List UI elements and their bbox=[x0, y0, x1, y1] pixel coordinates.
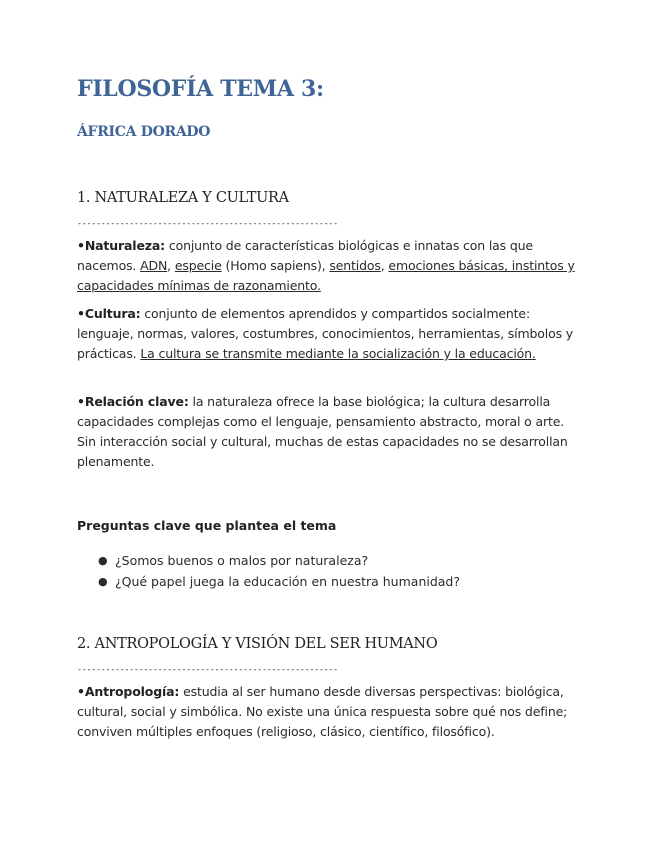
cultura-paragraph bbox=[77, 304, 580, 364]
naturaleza-text: conjunto de características biológicas e innatas con las que nacemos. bbox=[77, 238, 533, 273]
separator: , bbox=[380, 258, 389, 273]
relacion-paragraph bbox=[77, 392, 580, 472]
antropologia-label: •Antropología: bbox=[77, 684, 180, 699]
list-item bbox=[77, 571, 580, 592]
relacion-text: la naturaleza ofrece la base biológica; la cultura desarrolla capacidades complejas como el lenguaje, pensamiento abstracto, moral o arte. Sin interacción social y cultural, muchas de estas capacidades no se desarrollan plenamente. bbox=[77, 394, 568, 469]
bullet-icon: ● bbox=[98, 554, 108, 567]
naturaleza-label: •Naturaleza: bbox=[77, 238, 166, 253]
list-item bbox=[77, 550, 580, 571]
section-2-heading: 2. ANTROPOLOGÍA Y VISIÓN DEL SER HUMANO bbox=[77, 636, 438, 652]
cultura-underlined: La cultura se transmite mediante la socialización y la educación. bbox=[140, 346, 536, 361]
question-text: ¿Somos buenos o malos por naturaleza? bbox=[115, 553, 369, 568]
separator: , bbox=[167, 258, 175, 273]
questions-list bbox=[77, 550, 580, 592]
document-title: FILOSOFÍA TEMA 3: bbox=[77, 76, 324, 102]
antropologia-paragraph bbox=[77, 682, 580, 742]
section-1-divider: ------------------------------------------------------- bbox=[77, 218, 338, 228]
naturaleza-term-especie: especie bbox=[174, 258, 222, 273]
naturaleza-text-2: (Homo sapiens), bbox=[221, 258, 330, 273]
bullet-icon: ● bbox=[98, 575, 108, 588]
author-name: ÁFRICA DORADO bbox=[77, 124, 211, 140]
cultura-label: •Cultura: bbox=[77, 306, 141, 321]
naturaleza-term-sentidos: sentidos bbox=[329, 258, 381, 273]
relacion-label: •Relación clave: bbox=[77, 394, 189, 409]
section-2-divider: ------------------------------------------------------- bbox=[77, 664, 338, 674]
questions-heading: Preguntas clave que plantea el tema bbox=[77, 518, 337, 533]
naturaleza-term-emociones: emociones básicas, instintos y capacidades mínimas de razonamiento. bbox=[77, 258, 575, 293]
antropologia-text: estudia al ser humano desde diversas perspectivas: biológica, cultural, social y simbólica. No existe una única respuesta sobre qué nos define; conviven múltiples enfoques (religioso, clásico, científico, filosófico). bbox=[77, 684, 568, 739]
naturaleza-paragraph bbox=[77, 236, 580, 296]
question-text: ¿Qué papel juega la educación en nuestra humanidad? bbox=[115, 574, 461, 589]
naturaleza-term-adn: ADN bbox=[140, 258, 168, 273]
cultura-text: conjunto de elementos aprendidos y compartidos socialmente: lenguaje, normas, valores, costumbres, conocimientos, herramientas, símbolos y prácticas. bbox=[77, 306, 574, 361]
section-1-heading: 1. NATURALEZA Y CULTURA bbox=[77, 190, 289, 206]
